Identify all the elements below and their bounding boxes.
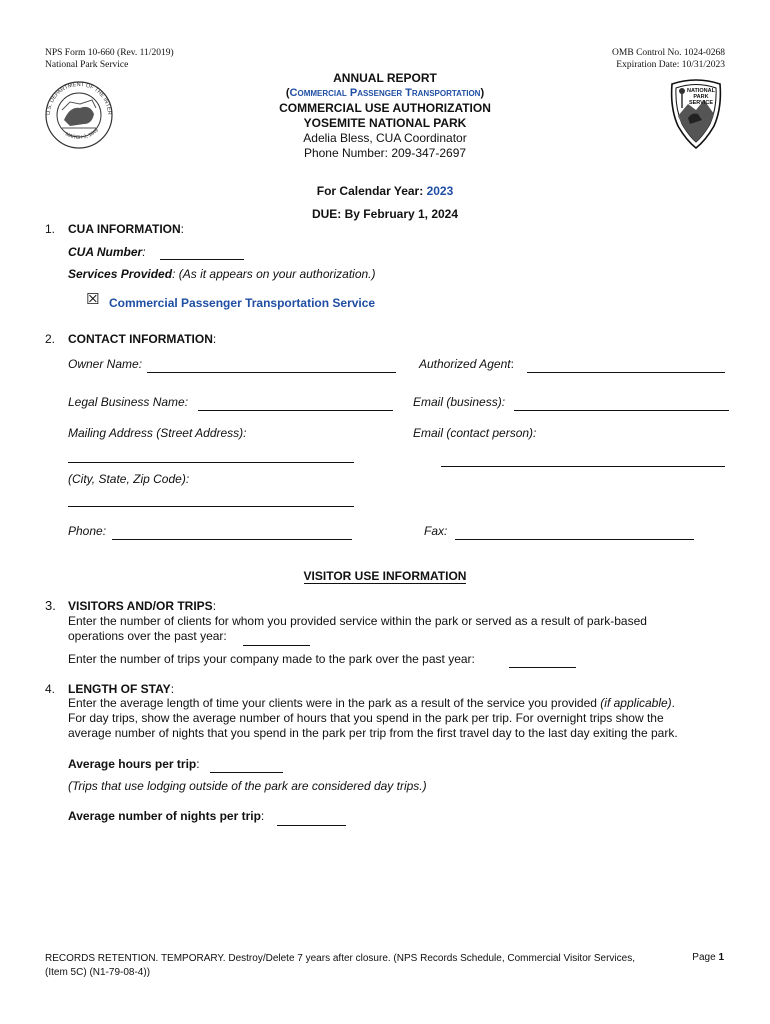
phone-underline xyxy=(112,539,352,540)
cua-number-input[interactable] xyxy=(160,244,242,258)
fax-underline xyxy=(455,539,694,540)
expiration-date: Expiration Date: 10/31/2023 xyxy=(616,60,725,70)
email-business-label: Email (business): xyxy=(413,395,506,409)
seal-text: U.S. DEPARTMENT OF THE INTER xyxy=(45,81,113,116)
legal-business-label: Legal Business Name: xyxy=(68,395,189,409)
nps-badge-line-2: PARK xyxy=(693,94,709,100)
phone-label: Phone: xyxy=(68,524,107,538)
calendar-year: For Calendar Year: 2023 xyxy=(316,184,454,198)
email-contact-input[interactable] xyxy=(441,451,723,465)
clients-count-underline xyxy=(243,645,310,646)
clients-count-input[interactable] xyxy=(243,630,309,644)
email-contact-label: Email (contact person): xyxy=(413,426,537,440)
agency-name: National Park Service xyxy=(45,60,129,70)
fax-label: Fax: xyxy=(424,524,448,538)
report-title: ANNUAL REPORT xyxy=(333,71,437,85)
section-4-instructions: Enter the average length of time your clients were in the park as a result of the service you provided (if applicable). For day trips, show the average number of hours that you spend in the park per trip. For overnight trips show the average number of nights that you spend in the park per trip from the first travel day to the last day exiting the park. xyxy=(68,696,678,740)
email-business-underline xyxy=(514,410,729,411)
records-retention: RECORDS RETENTION. TEMPORARY. Destroy/Delete 7 years after closure. (NPS Records Schedule, Commercial Visitor Services, (Item 5C) (N1-79-08-4)) xyxy=(45,953,635,978)
services-provided-label: Services Provided: (As it appears on your authorization.) xyxy=(68,267,376,281)
section-1-number: 1. xyxy=(45,222,56,236)
svg-text:MARCH 3, 1849 xyxy=(64,127,100,141)
authorization-title: COMMERCIAL USE AUTHORIZATION xyxy=(279,101,491,115)
service-checkbox[interactable]: ☒ xyxy=(86,291,100,308)
phone-input[interactable] xyxy=(112,524,351,538)
cua-number-label: CUA Number: xyxy=(68,245,146,259)
city-state-zip-underline xyxy=(68,506,354,507)
authorized-agent-label: Authorized Agent: xyxy=(419,357,514,371)
avg-nights-underline xyxy=(277,825,346,826)
fax-input[interactable] xyxy=(455,524,692,538)
section-4-heading: LENGTH OF STAY: xyxy=(68,682,175,696)
authorized-agent-underline xyxy=(527,372,725,373)
city-state-zip-input[interactable] xyxy=(68,491,353,505)
owner-name-underline xyxy=(147,372,396,373)
service-name: Commercial Passenger Transportation Service xyxy=(109,296,376,310)
trips-count-input[interactable] xyxy=(509,652,575,666)
coordinator-phone: Phone Number: 209-347-2697 xyxy=(303,146,467,160)
title-block xyxy=(185,71,585,161)
section-4-number: 4. xyxy=(45,682,56,696)
page-number: Page 1 xyxy=(692,952,724,963)
report-type: (Commercial Passenger Transportation) xyxy=(285,87,485,99)
section-3-heading: VISITORS AND/OR TRIPS: xyxy=(68,599,217,613)
authorized-agent-input[interactable] xyxy=(527,357,723,371)
park-name: YOSEMITE NATIONAL PARK xyxy=(303,116,467,130)
nps-arrowhead-icon xyxy=(668,78,724,150)
city-state-zip-label: (City, State, Zip Code): xyxy=(68,472,190,486)
calendar-year-value: 2023 xyxy=(426,184,454,198)
cua-number-underline xyxy=(160,259,244,260)
email-business-input[interactable] xyxy=(514,395,727,409)
interior-seal-icon xyxy=(40,80,118,150)
report-type-name: Commercial Passenger Transportation xyxy=(289,87,481,99)
coordinator-name: Adelia Bless, CUA Coordinator xyxy=(303,131,467,145)
section-3-number: 3. xyxy=(45,598,56,613)
seal-date: MARCH 3, 1849 xyxy=(64,127,100,141)
form-number-block xyxy=(45,47,174,71)
avg-nights-label: Average number of nights per trip: xyxy=(68,809,265,823)
section-1-heading: CUA INFORMATION: xyxy=(68,222,184,236)
mailing-address-input[interactable] xyxy=(68,447,353,461)
avg-hours-input[interactable] xyxy=(210,757,282,771)
section-2-number: 2. xyxy=(45,332,56,346)
visitor-use-heading: VISITOR USE INFORMATION xyxy=(303,569,467,583)
form-number: NPS Form 10-660 (Rev. 11/2019) xyxy=(45,48,174,58)
avg-hours-label: Average hours per trip: xyxy=(68,757,200,771)
omb-block xyxy=(505,47,725,71)
trips-count-underline xyxy=(509,667,576,668)
section-3-trips-text: Enter the number of trips your company made to the park over the past year: xyxy=(68,652,475,666)
mailing-address-underline xyxy=(68,462,354,463)
section-2-heading: CONTACT INFORMATION: xyxy=(68,332,217,346)
nps-badge-line-3: SERVICE xyxy=(688,100,714,106)
avg-nights-input[interactable] xyxy=(277,810,345,824)
owner-name-label: Owner Name: xyxy=(68,357,143,371)
lodging-note: (Trips that use lodging outside of the park are considered day trips.) xyxy=(68,779,427,793)
legal-business-underline xyxy=(198,410,393,411)
legal-business-input[interactable] xyxy=(198,395,392,409)
section-3-clients-text: Enter the number of clients for whom you provided service within the park or served as a result of park-based operations over the past year: xyxy=(68,614,647,643)
email-contact-underline xyxy=(441,466,725,467)
avg-hours-underline xyxy=(210,772,283,773)
mailing-address-label: Mailing Address (Street Address): xyxy=(68,426,247,440)
due-date: DUE: By February 1, 2024 xyxy=(311,207,459,221)
nps-badge-line-1: NATIONAL xyxy=(686,88,716,94)
owner-name-input[interactable] xyxy=(147,357,395,371)
omb-control-number: OMB Control No. 1024-0268 xyxy=(612,48,725,58)
